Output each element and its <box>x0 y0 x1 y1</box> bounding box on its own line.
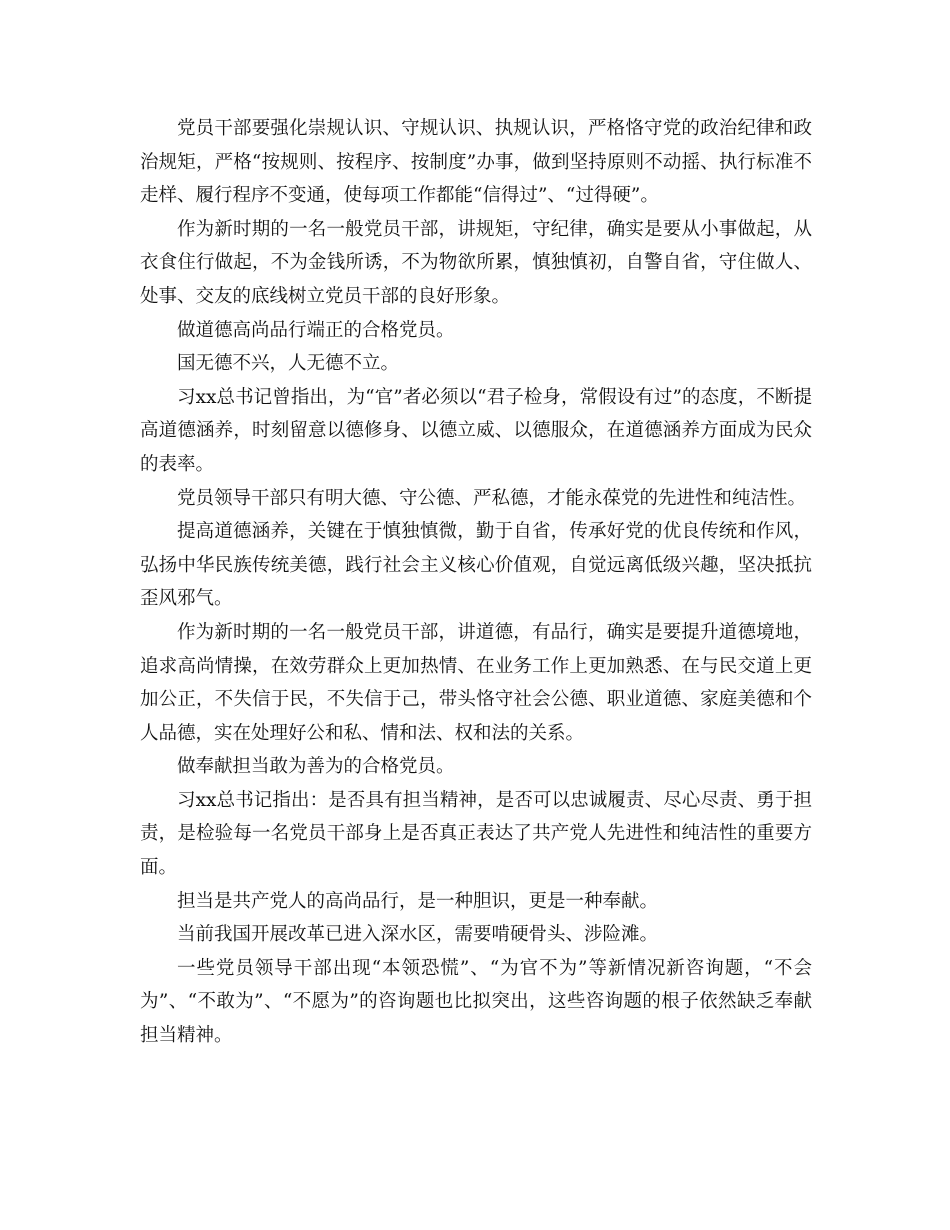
paragraph: 担当是共产党人的高尚品行，是一种胆识，更是一种奉献。 <box>177 890 659 912</box>
paragraph: 作为新时期的一名一般党员干部，讲道德，有品行，确实是要提升道德境地，追求高尚情操，在效劳群众上更加热情、在业务工作上更加熟悉、在与民交道上更加公正，不失信于民，不失信于己，带头恪守社会公德、职业道德、家庭美德和个人品德，实在处理好公和私、情和法、权和法的关系。 <box>140 621 812 744</box>
paragraph: 作为新时期的一名一般党员干部，讲规矩，守纪律，确实是要从小事做起，从衣食住行做起，不为金钱所诱，不为物欲所累，慎独慎初，自警自省，守住做人、处事、交友的底线树立党员干部的良好形象。 <box>140 218 812 307</box>
paragraph: 一些党员领导干部出现“本领恐慌”、“为官不为”等新情况新咨询题，“不会为”、“不敢为”、“不愿为”的咨询题也比拟突出，这些咨询题的根子依然缺乏奉献担当精神。 <box>140 957 812 1047</box>
document-body <box>140 112 812 1053</box>
paragraph: 当前我国开展改革已进入深水区，需要啃硬骨头、涉险滩。 <box>177 924 659 946</box>
paragraph: 做奉献担当敢为善为的合格党员。 <box>177 756 455 778</box>
paragraph: 做道德高尚品行端正的合格党员。 <box>177 319 455 341</box>
paragraph: 提高道德涵养，关键在于慎独慎微，勤于自省，传承好党的优良传统和作风，弘扬中华民族传统美德，践行社会主义核心价值观，自觉远离低级兴趣，坚决抵抗歪风邪气。 <box>140 521 812 610</box>
paragraph: 国无德不兴，人无德不立。 <box>177 353 400 375</box>
paragraph: 党员领导干部只有明大德、守公德、严私德，才能永葆党的先进性和纯洁性。 <box>177 487 807 509</box>
paragraph: 习xx总书记曾指出，为“官”者必须以“君子检身，常假设有过”的态度，不断提高道德涵养，时刻留意以德修身、以德立威、以德服众，在道德涵养方面成为民众的表率。 <box>140 386 812 475</box>
paragraph: 习xx总书记指出：是否具有担当精神，是否可以忠诚履责、尽心尽责、勇于担责，是检验每一名党员干部身上是否真正表达了共产党人先进性和纯洁性的重要方面。 <box>140 789 812 879</box>
paragraph: 党员干部要强化崇规认识、守规认识、执规认识，严格恪守党的政治纪律和政治规矩，严格“按规则、按程序、按制度”办事，做到坚持原则不动摇、执行标准不走样、履行程序不变通，使每项工作都能“信得过”、“过得硬”。 <box>140 118 812 207</box>
